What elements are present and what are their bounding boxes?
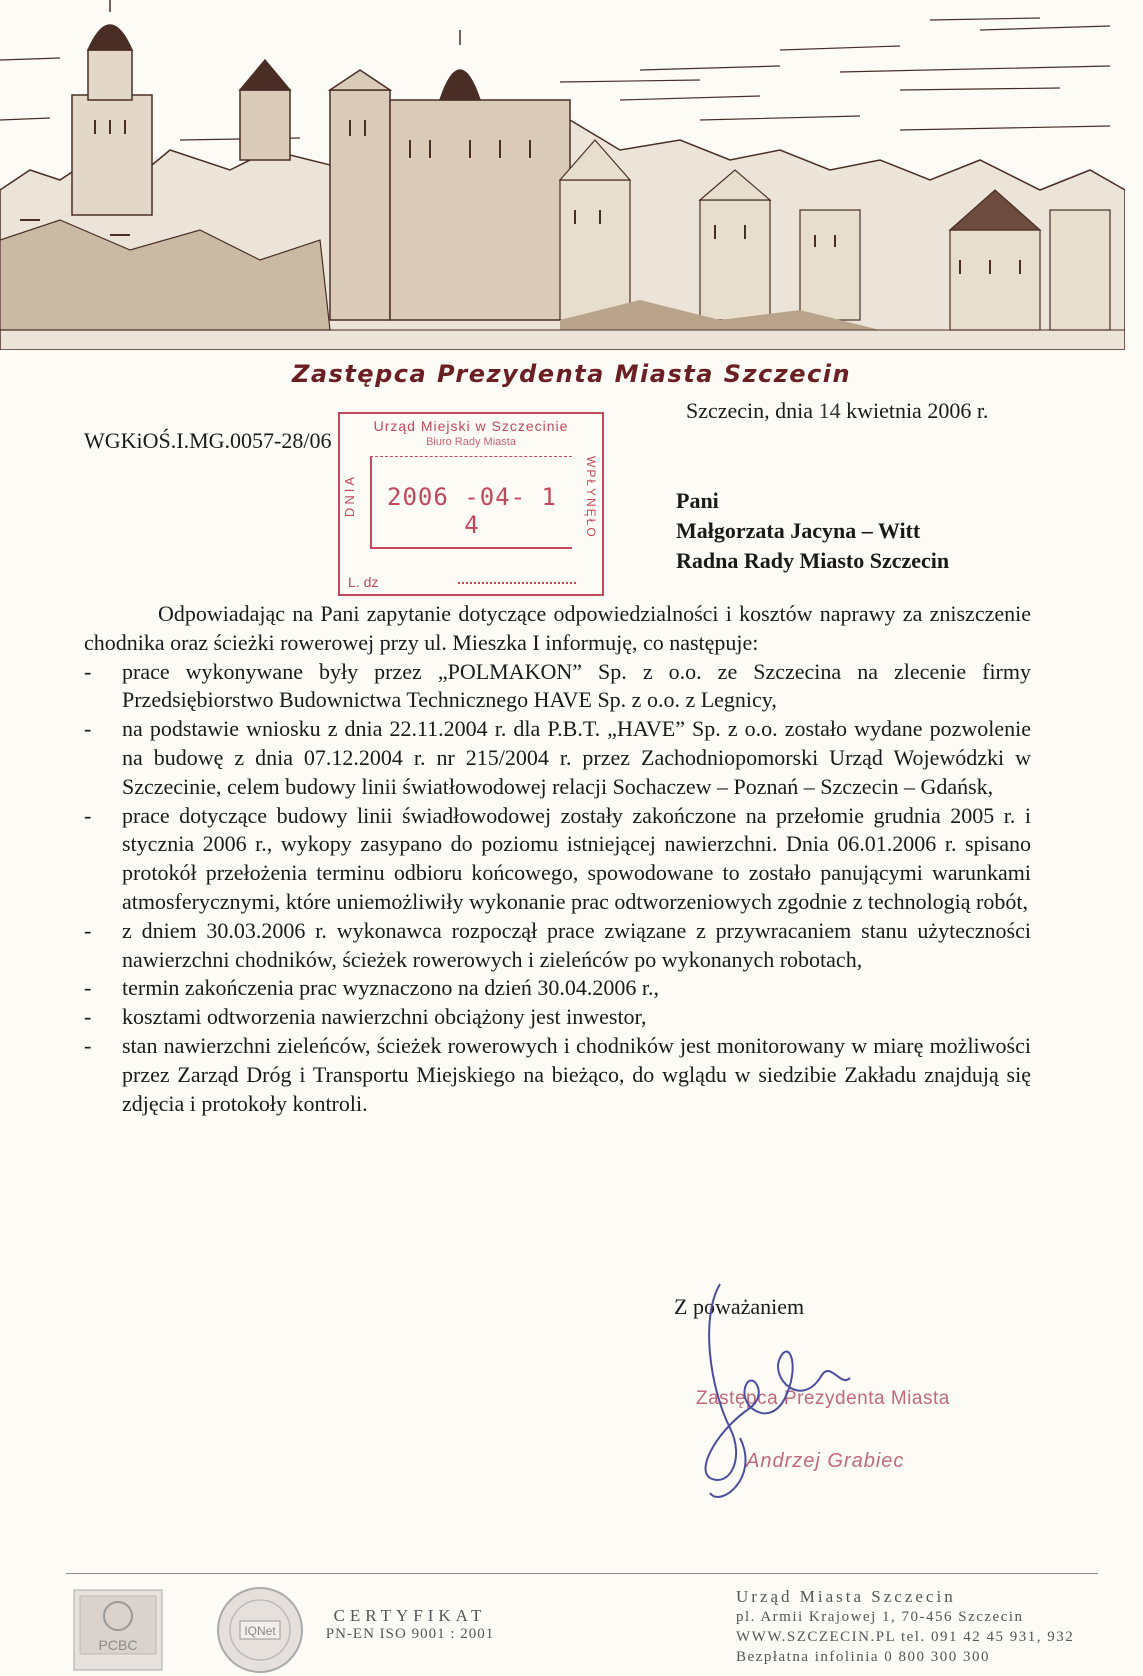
office-address: pl. Armii Krajowej 1, 70-456 Szczecin [736, 1609, 1024, 1625]
body-intro: Odpowiadając na Pani zapytanie dotyczące odpowiedzialności i kosztów naprawy za zniszczenie chodnika oraz ścieżki rowerowej przy ul. Mieszka I informuję, co następuje: [84, 601, 1031, 655]
addressee-role: Radna Rady Miasto Szczecin [676, 548, 950, 573]
handwritten-signature [690, 1278, 890, 1518]
list-item: - kosztami odtworzenia nawierzchni obciążony jest inwestor, [84, 1003, 1031, 1032]
pcbc-certification-logo [72, 1588, 164, 1672]
office-name: Urząd Miasta Szczecin [736, 1587, 956, 1606]
signature-stamp-title: Zastępca Prezydenta Miasta [696, 1388, 950, 1409]
list-item: - prace dotyczące budowy linii świadłowodowej zostały zakończone na przełomie grudnia 2005 r. i stycznia 2006 r., wykopy zasypano do poziomu istniejącej nawierzchni. Dnia 06.01.2006 r. spisano protokół przełożenia terminu odbioru końcowego, spowodowane to zostało panującymi warunkami atmosferycznymi, które uniemożliwiły wykonanie prac odtworzeniowych zgodnie z technologią robót, [84, 802, 1031, 917]
office-web-phone: WWW.SZCZECIN.PL tel. 091 42 45 931, 932 [736, 1629, 1075, 1645]
stamp-date-box [370, 456, 572, 549]
letterhead-title: Zastępca Prezydenta Miasta Szczecin [291, 360, 852, 388]
date-prefix: Szczecin, dnia [686, 398, 814, 423]
received-stamp [338, 412, 604, 596]
certificate-block [320, 1606, 500, 1643]
date-day: 14 [818, 398, 841, 423]
footer-divider [66, 1573, 1098, 1574]
body-list [84, 658, 1031, 1119]
list-item: - na podstawie wniosku z dnia 22.11.2004 r. dla P.B.T. „HAVE” Sp. z o.o. zostało wydane pozwolenie na budowę z dnia 07.12.2004 r. nr 215/2004 r. przez Zachodniopomorski Urząd Wojewódzki w Szczecinie, celem budowy linii światłowodowej relacji Sochaczew – Poznań – Szczecin – Gdańsk, [84, 715, 1031, 801]
addressee-name: Małgorzata Jacyna – Witt [676, 518, 921, 543]
list-item: - termin zakończenia prac wyznaczono na dzień 30.04.2006 r., [84, 974, 1031, 1003]
stamp-dept: Biuro Rady Miasta [426, 436, 516, 448]
date-suffix: kwietnia 2006 r. [846, 398, 989, 423]
list-item: - stan nawierzchni zieleńców, ścieżek rowerowych i chodników jest monitorowany w miarę możliwości przez Zarząd Dróg i Transportu Miejskiego na bieżąco, do wglądu w siedzibie Zakładu znajdują się zdjęcia i protokoły kontroli. [84, 1032, 1031, 1118]
stamp-right-word: WPŁYNĘŁO [584, 456, 598, 539]
list-item: - z dniem 30.03.2006 r. wykonawca rozpoczął prace związane z przywracaniem stanu użyteczności nawierzchni chodników, ścieżek rowerowych i zieleńców po wykonanych robotach, [84, 917, 1031, 975]
stamp-org: Urząd Miejski w Szczecinie [373, 418, 569, 434]
iqnet-certification-logo [214, 1585, 306, 1675]
stamp-left-word: DNIA [342, 474, 357, 518]
stamp-dotted-line [458, 582, 576, 584]
office-hotline: Bezpłatna infolinia 0 800 300 300 [736, 1649, 991, 1665]
certificate-title: CERTYFIKAT [333, 1606, 487, 1625]
office-contact [736, 1587, 1074, 1667]
addressee-salutation: Pani [676, 488, 719, 513]
date-line [686, 398, 988, 424]
certificate-standard: PN-EN ISO 9001 : 2001 [325, 1626, 495, 1642]
closing-greeting: Z poważaniem [674, 1294, 805, 1319]
list-item: - prace wykonywane były przez „POLMAKON” Sp. z o.o. ze Szczecina na zlecenie firmy Przedsiębiorstwo Budownictwa Technicznego HAVE Sp. z o.o. z Legnicy, [84, 658, 1031, 716]
reference-number: WGKiOŚ.I.MG.0057-28/06 [84, 428, 332, 453]
city-skyline-illustration [0, 0, 1125, 350]
letter-body [84, 600, 1031, 1118]
stamp-date: 2006 -04- 1 4 [387, 483, 557, 539]
stamp-register-label: L. dz [348, 574, 379, 590]
signature-stamp-name: Andrzej Grabiec [746, 1450, 905, 1472]
pcbc-text: PCBC [98, 1637, 138, 1653]
iqnet-text: IQNet [244, 1624, 276, 1638]
addressee-block [676, 486, 949, 576]
